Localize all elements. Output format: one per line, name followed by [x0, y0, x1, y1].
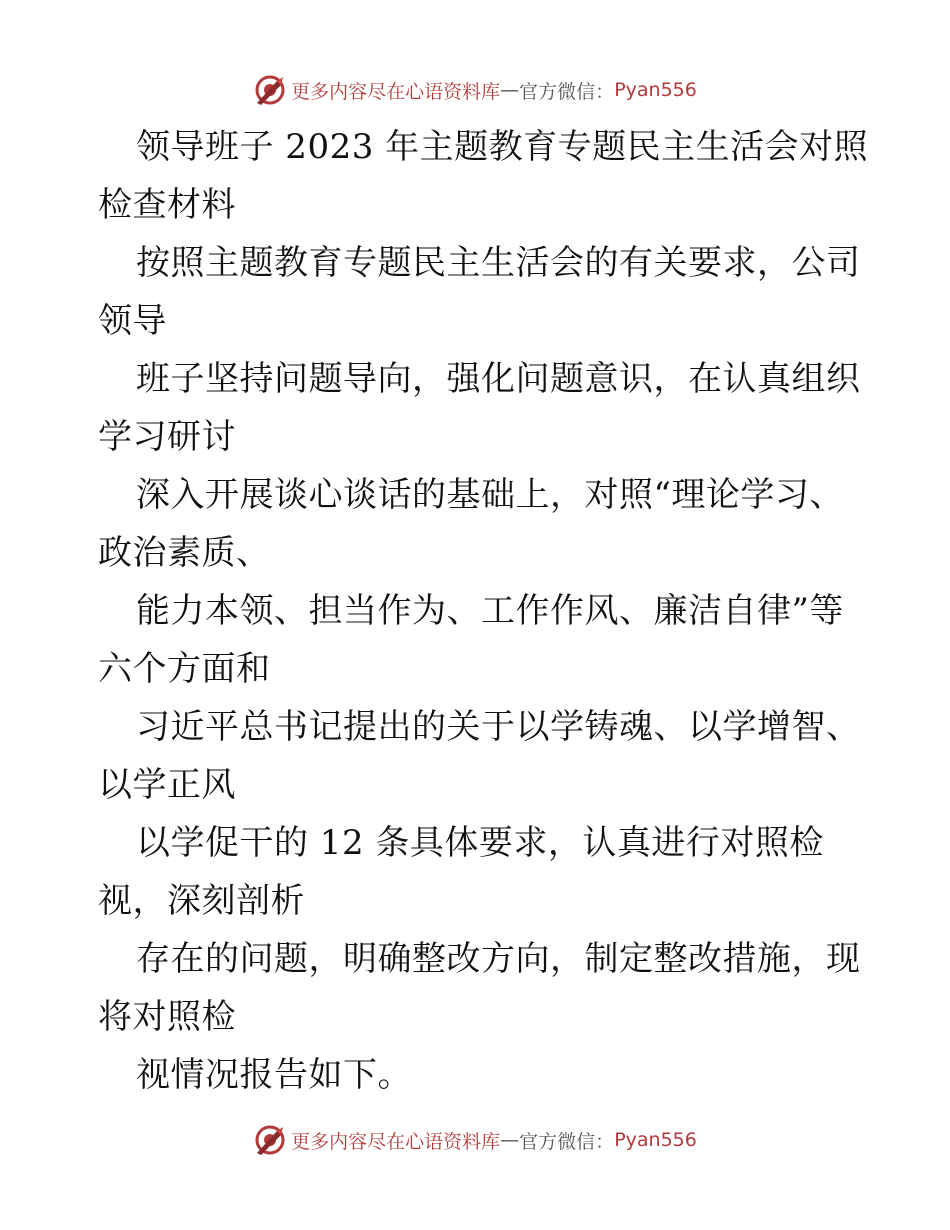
banner-wechat-handle: Pyan556 — [614, 1129, 697, 1151]
paragraph-line: 深入开展谈心谈话的基础上，对照“理论学习、 — [136, 475, 844, 515]
paragraph-line: 领导 — [98, 301, 167, 341]
banner-wechat-handle: Pyan556 — [614, 79, 697, 101]
header-banner — [0, 70, 950, 110]
pen-logo-icon — [253, 1123, 287, 1157]
paragraph-line: 视情况报告如下。 — [136, 1055, 412, 1095]
paragraph-line: 政治素质、 — [98, 533, 271, 573]
paragraph-line: 将对照检 — [98, 997, 236, 1037]
paragraph-line: 视，深刻剖析 — [98, 881, 305, 921]
banner-dash: — — [500, 79, 520, 101]
paragraph-line: 习近平总书记提出的关于以学铸魂、以学增智、 — [136, 707, 861, 747]
paragraph-line: 按照主题教育专题民主生活会的有关要求，公司 — [136, 243, 861, 283]
banner-promo-text: 更多内容尽在心语资料库 — [291, 80, 501, 103]
footer-banner — [0, 1120, 950, 1160]
paragraph-line: 能力本领、担当作为、工作作风、廉洁自律”等 — [136, 591, 844, 631]
paragraph-line: 班子坚持问题导向，强化问题意识，在认真组织 — [136, 359, 861, 399]
title-line-2: 检查材料 — [98, 185, 236, 225]
paragraph-line: 学习研讨 — [98, 417, 236, 457]
document-body — [98, 118, 869, 1104]
paragraph-line: 存在的问题，明确整改方向，制定整改措施，现 — [136, 939, 861, 979]
paragraph-line: 以学正风 — [98, 765, 236, 805]
title-line-1: 领导班子 2023 年主题教育专题民主生活会对照 — [136, 127, 869, 167]
pen-logo-icon — [253, 73, 287, 107]
banner-promo-text: 更多内容尽在心语资料库 — [291, 1130, 501, 1153]
paragraph-line: 以学促干的 12 条具体要求，认真进行对照检 — [136, 823, 824, 863]
banner-wechat-label: 官方微信： — [519, 80, 615, 103]
banner-dash: — — [500, 1129, 520, 1151]
paragraph-line: 六个方面和 — [98, 649, 271, 689]
banner-wechat-label: 官方微信： — [519, 1130, 615, 1153]
